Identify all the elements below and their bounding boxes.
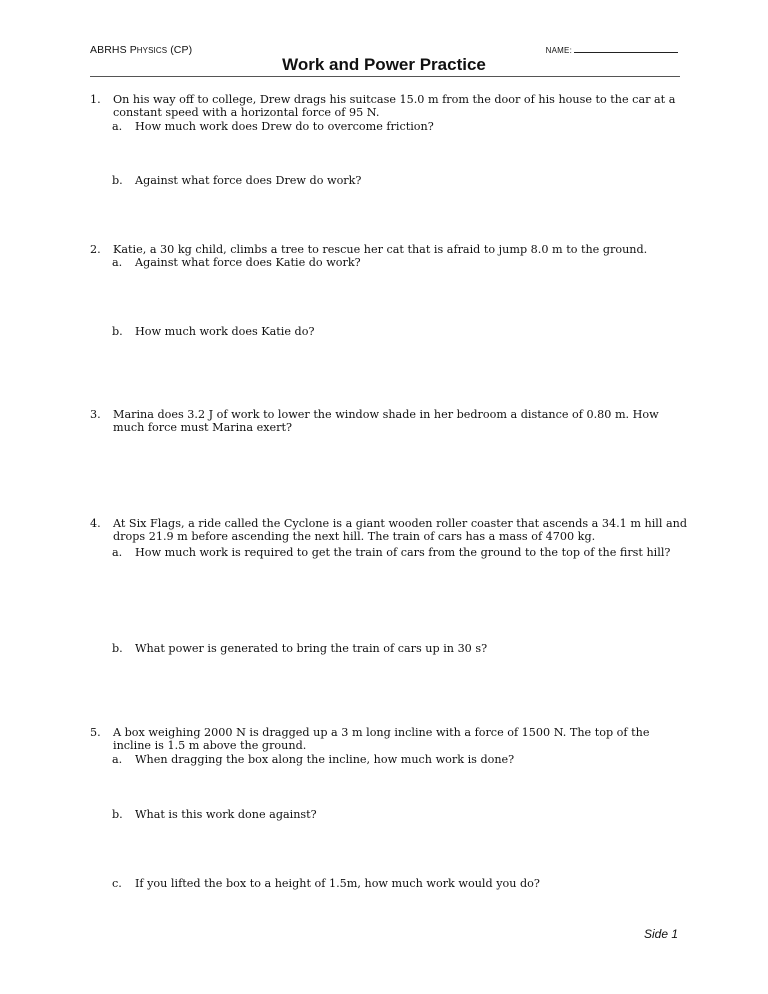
question-1-part-a [112, 120, 672, 133]
question-text: At Six Flags, a ride called the Cyclone is a giant wooden roller coaster that ascends a 34.1 m hill and drops 21.9 m before ascending the next hill. The train of cars has a mass of 4700 kg. [113, 517, 688, 544]
question-4-part-b [112, 642, 672, 655]
part-text: When dragging the box along the incline, how much work is done? [135, 753, 515, 766]
part-letter: b. [112, 174, 123, 187]
part-letter: c. [112, 877, 122, 890]
question-text: Katie, a 30 kg child, climbs a tree to rescue her cat that is afraid to jump 8.0 m to the ground. [113, 243, 648, 256]
name-field[interactable] [546, 44, 678, 55]
course-label: ABRHS PHYSICS (CP) [90, 44, 193, 56]
question-4 [90, 517, 690, 543]
part-text: What is this work done against? [135, 808, 317, 821]
question-5 [90, 726, 690, 752]
part-text: How much work is required to get the train of cars from the ground to the top of the first hill? [135, 546, 671, 559]
header-divider [90, 76, 680, 77]
part-text: If you lifted the box to a height of 1.5m, how much work would you do? [135, 877, 540, 890]
question-number: 5. [90, 726, 101, 739]
question-2-part-b [112, 325, 672, 338]
question-text: Marina does 3.2 J of work to lower the window shade in her bedroom a distance of 0.80 m. How much force must Marina exert? [113, 408, 659, 435]
question-2 [90, 243, 690, 256]
page-side-label: Side 1 [643, 927, 678, 941]
part-letter: b. [112, 325, 123, 338]
part-text: Against what force does Katie do work? [135, 256, 361, 269]
part-text: What power is generated to bring the train of cars up in 30 s? [135, 642, 488, 655]
question-1 [90, 93, 690, 119]
part-letter: b. [112, 642, 123, 655]
question-5-part-a [112, 753, 672, 766]
question-text: A box weighing 2000 N is dragged up a 3 m long incline with a force of 1500 N. The top of the incline is 1.5 m above the ground. [113, 726, 650, 753]
question-4-part-a [112, 546, 672, 559]
part-text: How much work does Katie do? [135, 325, 315, 338]
part-letter: b. [112, 808, 123, 821]
question-2-part-a [112, 256, 672, 269]
question-5-part-c [112, 877, 672, 890]
question-1-part-b [112, 174, 672, 187]
part-text: Against what force does Drew do work? [135, 174, 362, 187]
question-number: 3. [90, 408, 101, 421]
part-letter: a. [112, 753, 123, 766]
part-text: How much work does Drew do to overcome friction? [135, 120, 434, 133]
question-text: On his way off to college, Drew drags his suitcase 15.0 m from the door of his house to the car at a constant speed with a horizontal force of 95 N. [113, 93, 676, 120]
page-title: Work and Power Practice [282, 55, 486, 74]
question-number: 4. [90, 517, 101, 530]
part-letter: a. [112, 256, 123, 269]
question-3 [90, 408, 690, 434]
part-letter: a. [112, 120, 123, 133]
question-number: 1. [90, 93, 101, 106]
name-label: NAME: [545, 46, 572, 55]
question-5-part-b [112, 808, 672, 821]
part-letter: a. [112, 546, 123, 559]
name-blank-line[interactable] [574, 44, 678, 53]
question-number: 2. [90, 243, 101, 256]
